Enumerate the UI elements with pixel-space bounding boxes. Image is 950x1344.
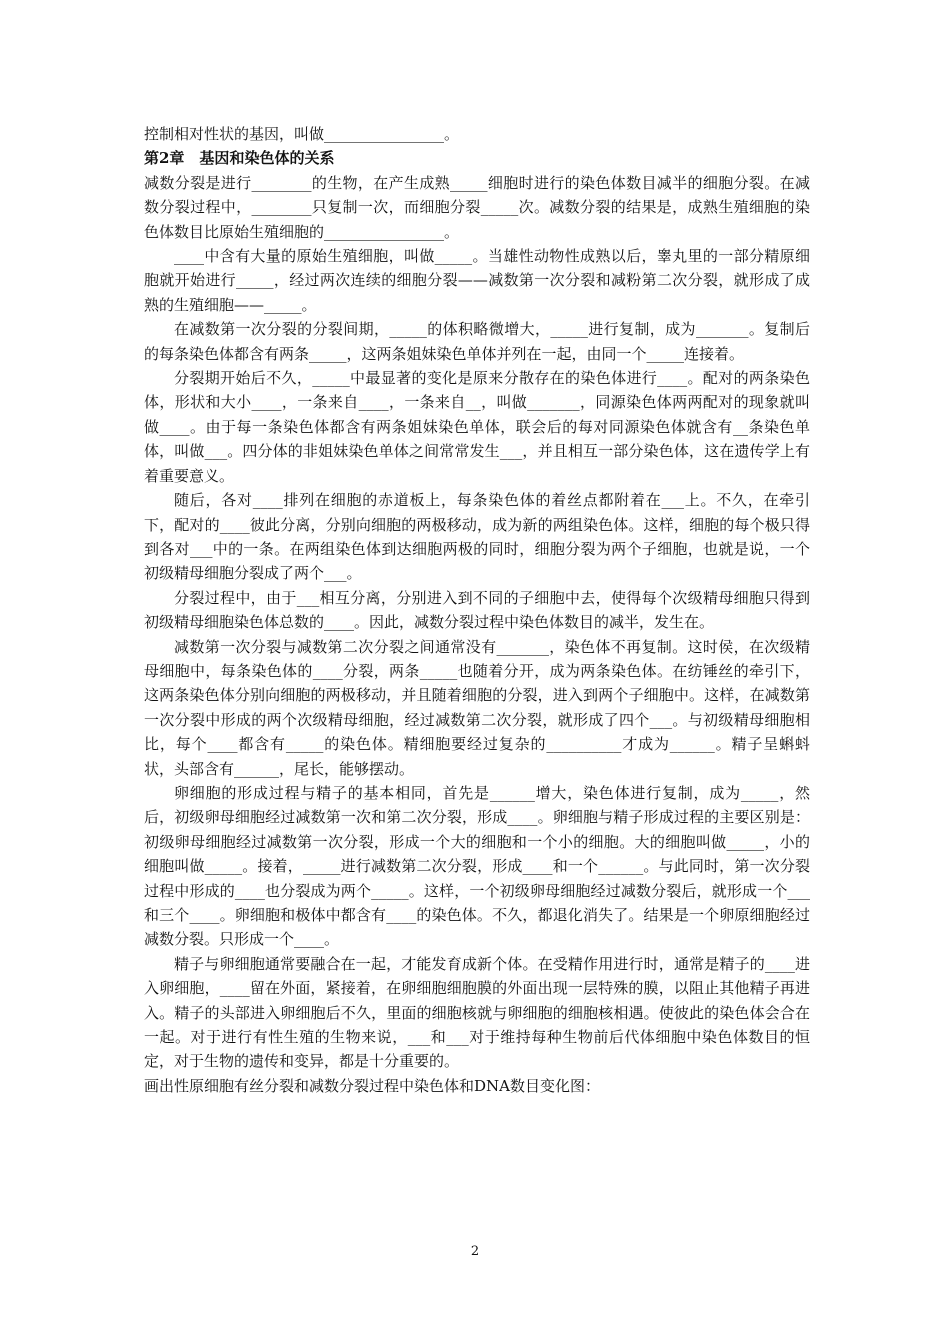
paragraph-drawing-task: 画出性原细胞有丝分裂和减数分裂过程中染色体和DNA数目变化图： <box>144 1076 600 1095</box>
paragraph-synapsis: 分裂期开始后不久，_____中最显著的变化是原来分散存在的染色体进行____。配对的两条染色体，形状和大小____，一条来自____，一条来自__，叫做_______，同源染色体两两配对的现象就叫做____。由于每一条染色体都含有两条姐妹染色单体，联会后的每对同源染色体就含有__条染色单体，叫做___。四分体的非姐妹染色单体之间常常发生___，并且相互一部分染色体，这在遗传学上有着重要意义。 <box>144 369 810 485</box>
paragraph-oogenesis: 卵细胞的形成过程与精子的基本相同，首先是______增大，染色体进行复制，成为_____，然后，初级卵母细胞经过减数第一次和第二次分裂，形成____。卵细胞与精子形成过程的主要区别是：初级卵母细胞经过减数第一次分裂，形成一个大的细胞和一个小的细胞。大的细胞叫做_____，小的细胞叫做_____。接着，_____进行减数第二次分裂，形成____和一个______。与此同时，第一次分裂过程中形成的____也分裂成为两个_____。这样，一个初级卵母细胞经过减数分裂后，就形成一个___和三个____。卵细胞和极体中都含有____的染色体。不久，都退化消失了。结果是一个卵原细胞经过减数分裂。只形成一个____。 <box>144 783 810 949</box>
paragraph-metaphase: 随后，各对____排列在细胞的赤道板上，每条染色体的着丝点都附着在___上。不久，在牵引下，配对的____彼此分离，分别向细胞的两极移动，成为新的两组染色体。这样，细胞的每个极只得到各对___中的一条。在两组染色体到达细胞两极的同时，细胞分裂为两个子细胞，也就是说，一个初级精母细胞分裂成了两个___。 <box>144 491 810 583</box>
paragraph-second-division: 减数第一次分裂与减数第二次分裂之间通常没有_______，染色体不再复制。这时侯，在次级精母细胞中，每条染色体的____分裂，两条_____也随着分开，成为两条染色体。在纺锤丝的牵引下，这两条染色体分别向细胞的两极移动，并且随着细胞的分裂，进入到两个子细胞中。这样，在减数第一次分裂中形成的两个次级精母细胞，经过减数第二次分裂，就形成了四个___。与初级精母细胞相比，每个____都含有_____的染色体。精细胞要经过复杂的__________才成为______。精子呈蝌蚪状，头部含有______，尾长，能够摆动。 <box>144 637 810 778</box>
chapter-heading: 第2章 基因和染色体的关系 <box>144 149 335 168</box>
paragraph-testis: ____中含有大量的原始生殖细胞，叫做_____。当雄性动物性成熟以后，睾丸里的一部分精原细胞就开始进行_____，经过两次连续的细胞分裂——减数第一次分裂和减粉第二次分裂，就形成了成熟的生殖细胞——_____。 <box>144 247 810 314</box>
page-number: 2 <box>470 1244 480 1259</box>
paragraph-meiosis-definition: 减数分裂是进行________的生物，在产生成熟_____细胞时进行的染色体数目减半的细胞分裂。在减数分裂过程中，________只复制一次，而细胞分裂_____次。减数分裂的结果是，成熟生殖细胞的染色体数目比原始生殖细胞的________________。 <box>144 173 810 241</box>
paragraph-fertilization: 精子与卵细胞通常要融合在一起，才能发育成新个体。在受精作用进行时，通常是精子的____进入卵细胞，____留在外面，紧接着，在卵细胞细胞膜的外面出现一层特殊的膜，以阻止其他精子再进入。精子的头部进入卵细胞后不久，里面的细胞核就与卵细胞的细胞核相遇。使彼此的染色体会合在一起。对于进行有性生殖的生物来说，___和___对于维持每种生物前后代体细胞中染色体数目的恒定，对于生物的遗传和变异，都是十分重要的。 <box>144 954 810 1071</box>
document-body <box>144 122 810 1098</box>
text-line-1: 控制相对性状的基因，叫做________________。 <box>144 125 460 143</box>
paragraph-separation: 分裂过程中，由于___相互分离，分别进入到不同的子细胞中去，使得每个次级精母细胞只得到初级精母细胞染色体总数的____。因此，减数分裂过程中染色体数目的减半，发生在。 <box>144 588 810 632</box>
paragraph-interphase: 在减数第一次分裂的分裂间期，_____的体积略微增大，_____进行复制，成为_______。复制后的每条染色体都含有两条_____，这两条姐妹染色单体并列在一起，由同一个_____连接着。 <box>144 320 810 363</box>
